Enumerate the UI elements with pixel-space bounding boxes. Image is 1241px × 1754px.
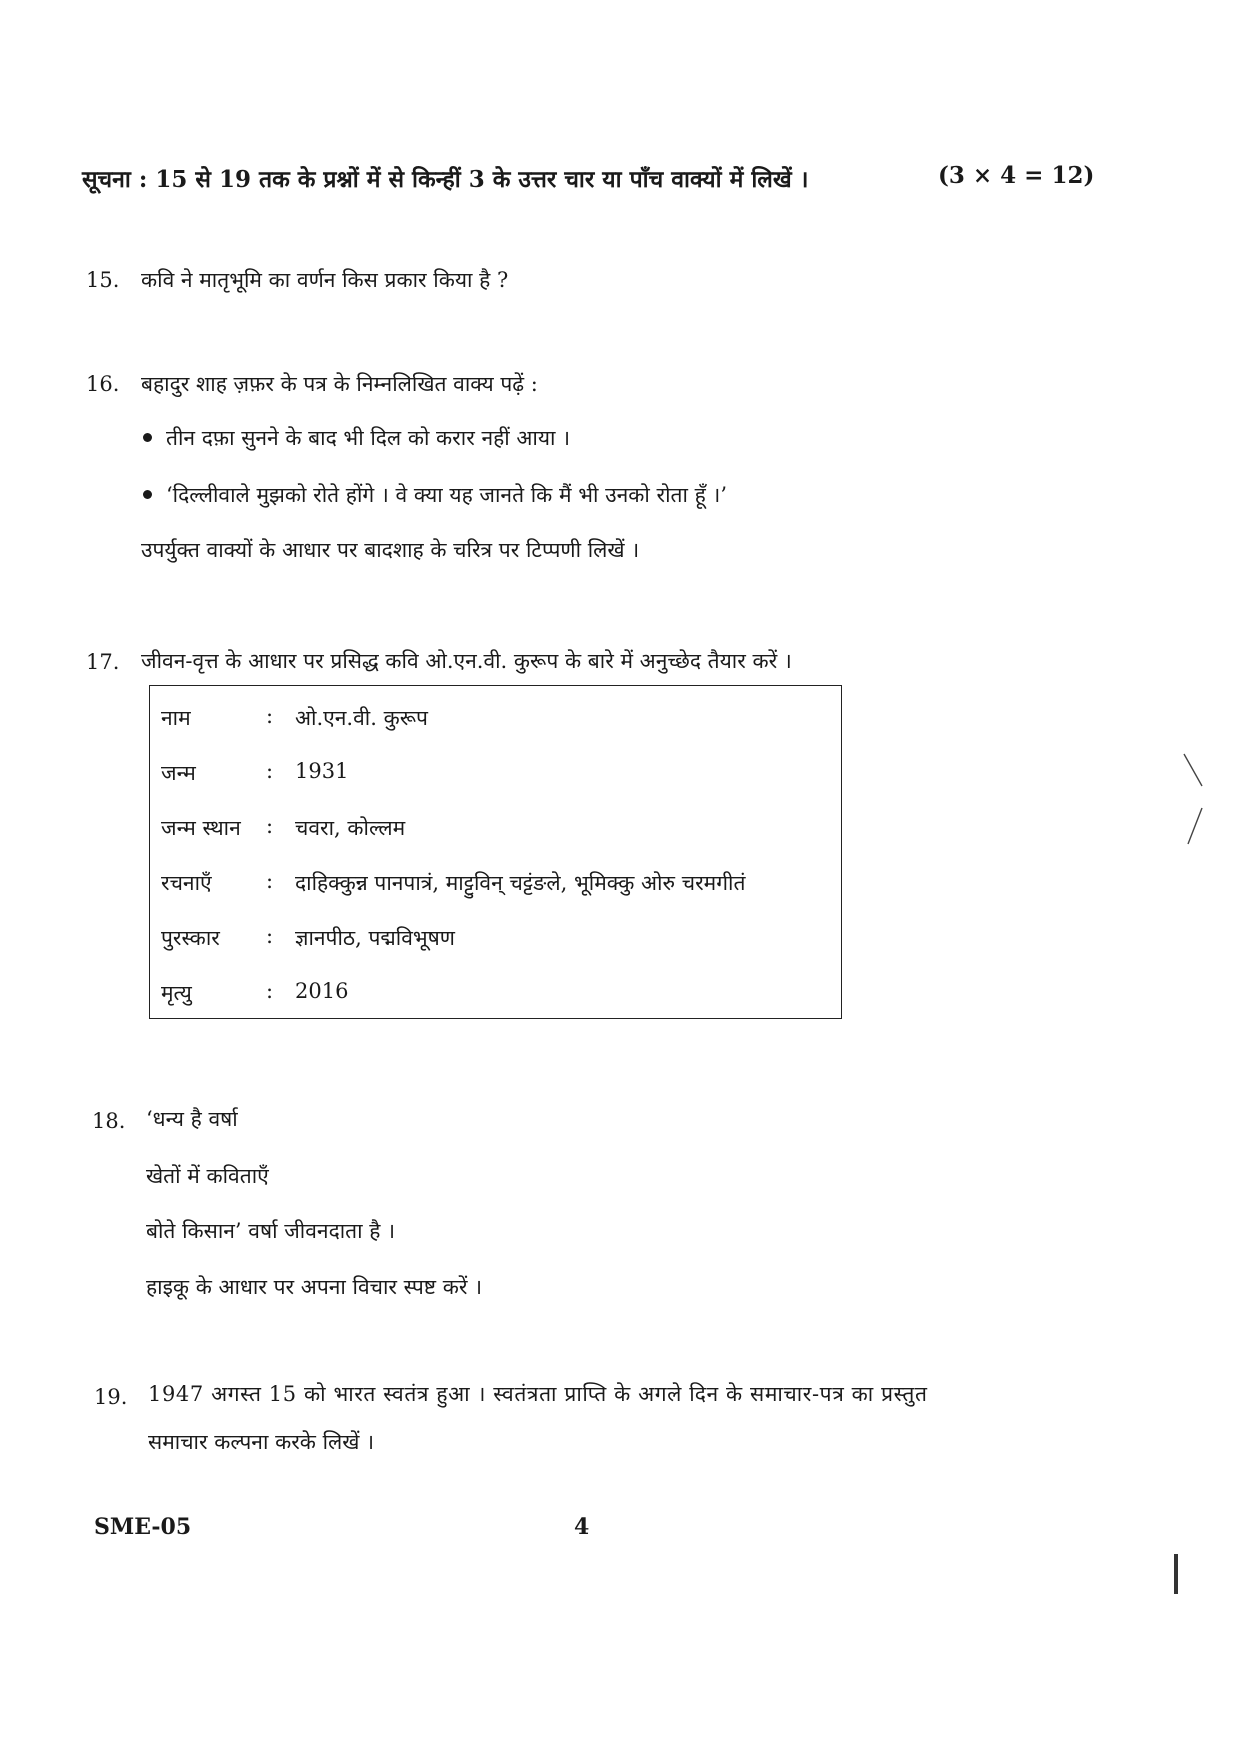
question-18-line: बोते किसान’ वर्षा जीवनदाता है । [146, 1219, 396, 1243]
bio-row [150, 704, 841, 744]
bio-row [150, 924, 841, 964]
bio-separator: : [266, 814, 274, 838]
margin-scan-bar [1174, 1554, 1178, 1594]
question-18-line: खेतों में कविताएँ [146, 1164, 269, 1188]
question-number-17: 17. [86, 650, 120, 674]
question-18-line: ‘धन्य है वर्षा [146, 1107, 238, 1131]
question-16-text: बहादुर शाह ज़फ़र के पत्र के निम्नलिखित वाक्य पढ़ें : [141, 372, 538, 396]
question-number-15: 15. [86, 268, 120, 292]
bio-separator: : [266, 869, 274, 893]
bio-row [150, 814, 841, 854]
question-19-line: समाचार कल्पना करके लिखें । [148, 1430, 375, 1454]
bio-row [150, 869, 841, 909]
bio-key: जन्म स्थान [161, 816, 241, 840]
question-number-16: 16. [86, 372, 120, 396]
bio-row [150, 759, 841, 799]
question-17-text: जीवन-वृत्त के आधार पर प्रसिद्ध कवि ओ.एन.वी. कुरूप के बारे में अनुच्छेद तैयार करें । [141, 649, 792, 673]
bullet-text: ‘दिल्लीवाले मुझको रोते होंगे । वे क्या यह जानते कि मैं भी उनको रोता हूँ ।’ [166, 483, 728, 507]
bio-table [149, 685, 842, 1019]
bio-value: 2016 [295, 979, 349, 1003]
question-16-bullet [143, 424, 570, 452]
bio-key: जन्म [161, 761, 196, 785]
question-19-line: 1947 अगस्त 15 को भारत स्वतंत्र हुआ । स्वतंत्रता प्राप्ति के अगले दिन के समाचार-पत्र का प्रस्तुत [148, 1382, 928, 1406]
bullet-icon [143, 490, 152, 499]
bullet-text: तीन दफ़ा सुनने के बाद भी दिल को करार नहीं आया । [166, 426, 571, 450]
bio-separator: : [266, 704, 274, 728]
bio-key: मृत्यु [161, 981, 192, 1005]
question-16-followup: उपर्युक्त वाक्यों के आधार पर बादशाह के चरित्र पर टिप्पणी लिखें । [141, 538, 640, 562]
bio-value: दाहिक्कुन्न पानपात्रं, माट्टुविन् चट्टंङले, भूमिक्कु ओरु चरमगीतं [295, 871, 746, 895]
bio-value: 1931 [295, 759, 349, 783]
question-number-18: 18. [92, 1109, 126, 1133]
footer-paper-code: SME-05 [94, 1514, 192, 1540]
bullet-icon [143, 433, 152, 442]
bio-value: ज्ञानपीठ, पद्मविभूषण [295, 926, 455, 950]
bio-key: नाम [161, 706, 191, 730]
bio-key: पुरस्कार [161, 926, 220, 950]
bio-row [150, 979, 841, 1019]
bio-value: चवरा, कोल्लम [295, 816, 406, 840]
question-number-19: 19. [94, 1385, 128, 1409]
bio-separator: : [266, 979, 274, 1003]
footer-page-number: 4 [574, 1514, 590, 1540]
bio-key: रचनाएँ [161, 871, 212, 895]
margin-scan-marks [1180, 752, 1210, 848]
bio-separator: : [266, 924, 274, 948]
instruction-text: सूचना : 15 से 19 तक के प्रश्नों में से किन्हीं 3 के उत्तर चार या पाँच वाक्यों में लिखें । [82, 166, 809, 193]
question-15-text: कवि ने मातृभूमि का वर्णन किस प्रकार किया है ? [141, 268, 509, 292]
question-18-line: हाइकू के आधार पर अपना विचार स्पष्ट करें । [146, 1275, 483, 1299]
bio-separator: : [266, 759, 274, 783]
instruction-marks: (3 × 4 = 12) [938, 162, 1095, 189]
question-16-bullet [143, 481, 727, 509]
bio-value: ओ.एन.वी. कुरूप [295, 706, 428, 730]
